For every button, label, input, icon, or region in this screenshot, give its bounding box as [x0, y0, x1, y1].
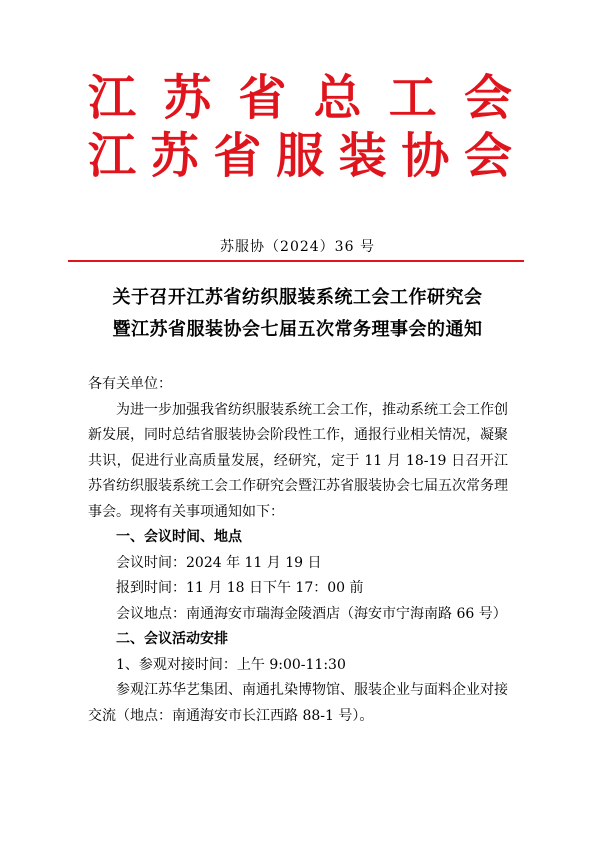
section-1-heading: 一、会议时间、地点 — [116, 529, 242, 545]
intro-paragraph: 为进一步加强我省纺织服装系统工会工作，推动系统工会工作创新发展，同时总结省服装协会阶段性工作，通报行业相关情况，凝聚共识，促进行业高质量发展，经研究，定于 11 月 18-19 日召开江苏省纺织服装系统工会工作研究会暨江苏省服装协会七届五次常务理事会。现将有关事项通知如下： — [88, 401, 508, 520]
meeting-time: 会议时间：2024 年 11 月 19 日 — [116, 554, 322, 571]
checkin-time: 报到时间：11 月 18 日下午 17：00 前 — [116, 580, 364, 596]
issuer-name-1: 江苏省总工会 — [88, 70, 518, 126]
document-title-line-1: 关于召开江苏省纺织服装系统工会工作研究会 — [112, 287, 483, 308]
section-2-heading: 二、会议活动安排 — [116, 631, 228, 647]
document-body — [88, 372, 508, 729]
red-divider-line — [68, 260, 524, 262]
activity-item-1: 1、参观对接时间：上午 9:00-11:30 — [116, 656, 346, 673]
activity-item-1-detail: 参观江苏华艺集团、南通扎染博物馆、服装企业与面料企业对接交流（地点：南通海安市长江西路 88-1 号）。 — [88, 682, 508, 724]
document-number: 苏服协（2024）36 号 — [220, 239, 375, 255]
issuer-name-2: 江苏省服装协会 — [88, 128, 518, 184]
document-title-line-2: 暨江苏省服装协会七届五次常务理事会的通知 — [112, 319, 483, 340]
salutation: 各有关单位： — [88, 376, 172, 392]
meeting-place: 会议地点：南通海安市瑞海金陵酒店（海安市宁海南路 66 号） — [116, 605, 507, 622]
